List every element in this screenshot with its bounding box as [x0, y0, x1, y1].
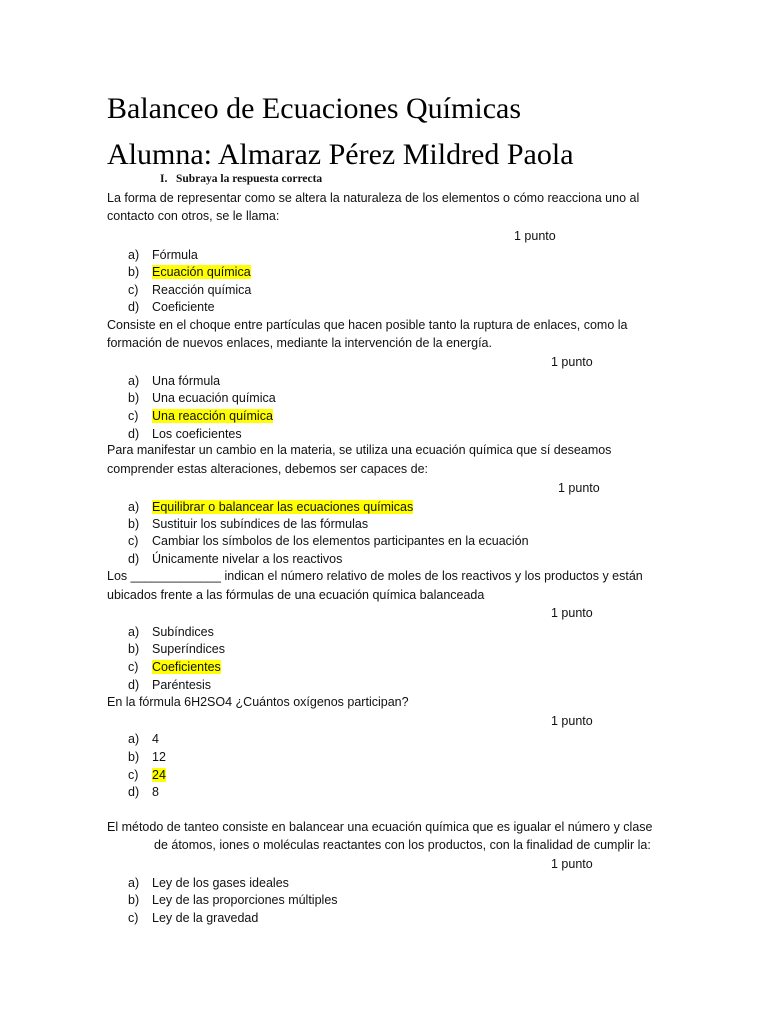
option-letter: c)	[128, 534, 139, 548]
question-2-option-a	[128, 373, 220, 389]
question-3-line-1: Para manifestar un cambio en la materia, se utiliza una ecuación química que sí deseamos	[107, 443, 612, 457]
question-4-option-b	[128, 641, 225, 657]
question-6-option-c	[128, 910, 258, 926]
question-5-option-a	[128, 731, 159, 747]
question-5-option-c	[128, 767, 166, 783]
question-3-option-d	[128, 551, 342, 567]
option-letter: a)	[128, 876, 140, 890]
option-letter: a)	[128, 500, 140, 514]
option-text-highlighted: Una reacción química	[152, 409, 273, 423]
option-letter: a)	[128, 248, 140, 262]
option-letter: b)	[128, 642, 140, 656]
option-letter: d)	[128, 427, 140, 441]
question-6-option-b	[128, 892, 338, 908]
option-letter: d)	[128, 678, 140, 692]
option-text: Coeficiente	[152, 300, 215, 314]
option-text: 4	[152, 732, 159, 746]
option-text: 12	[152, 750, 166, 764]
option-letter: c)	[128, 911, 139, 925]
question-3-option-b	[128, 516, 368, 532]
option-text-highlighted: Coeficientes	[152, 660, 221, 674]
question-3-option-a	[128, 499, 413, 515]
option-text: Reacción química	[152, 283, 252, 297]
question-4-option-a	[128, 624, 214, 640]
option-text: 8	[152, 785, 159, 799]
question-1-option-b	[128, 264, 251, 280]
option-letter: c)	[128, 283, 139, 297]
question-3-line-2: comprender estas alteraciones, debemos ser capaces de:	[107, 462, 429, 476]
question-2-option-d	[128, 426, 242, 442]
question-4-points: 1 punto	[551, 606, 593, 620]
question-1-option-d	[128, 299, 215, 315]
option-letter: c)	[128, 768, 139, 782]
question-2-option-c	[128, 408, 273, 424]
question-5-option-b	[128, 749, 166, 765]
question-3-points: 1 punto	[558, 481, 600, 495]
question-4-option-c	[128, 659, 221, 675]
question-1-line-2: contacto con otros, se le llama:	[107, 209, 280, 223]
option-text: Fórmula	[152, 248, 198, 262]
question-2-line-1: Consiste en el choque entre partículas que hacen posible tanto la ruptura de enlaces, como la	[107, 318, 628, 332]
question-5-line-1: En la fórmula 6H2SO4 ¿Cuántos oxígenos participan?	[107, 695, 409, 709]
question-4-option-d	[128, 677, 211, 693]
option-text: Únicamente nivelar a los reactivos	[152, 552, 343, 566]
option-text: Ley de la gravedad	[152, 911, 259, 925]
instruction-number: I.	[160, 173, 168, 185]
option-text: Una ecuación química	[152, 391, 276, 405]
option-letter: b)	[128, 265, 140, 279]
option-text: Superíndices	[152, 642, 225, 656]
instruction-heading	[160, 173, 322, 185]
option-text-highlighted: Ecuación química	[152, 265, 251, 279]
question-4-line-1: Los _____________ indican el número relativo de moles de los reactivos y los productos y están	[107, 569, 643, 583]
option-text: Ley de los gases ideales	[152, 876, 289, 890]
option-text: Paréntesis	[152, 678, 212, 692]
option-letter: b)	[128, 750, 140, 764]
question-1-line-1: La forma de representar como se altera la naturaleza de los elementos o cómo reacciona uno al	[107, 191, 640, 205]
question-5-option-d	[128, 784, 159, 800]
question-5-points: 1 punto	[551, 714, 593, 728]
option-letter: d)	[128, 300, 140, 314]
question-2-option-b	[128, 390, 276, 406]
question-4-line-2: ubicados frente a las fórmulas de una ecuación química balanceada	[107, 588, 485, 602]
option-letter: a)	[128, 374, 140, 388]
option-letter: b)	[128, 893, 140, 907]
option-letter: d)	[128, 552, 140, 566]
option-letter: b)	[128, 517, 140, 531]
document-title: Balanceo de Ecuaciones Químicas	[107, 92, 521, 125]
question-1-option-a	[128, 247, 198, 263]
question-6-line-2: de átomos, iones o moléculas reactantes con los productos, con la finalidad de cumplir la:	[154, 838, 651, 852]
question-6-option-a	[128, 875, 289, 891]
option-text: Subíndices	[152, 625, 214, 639]
option-letter: b)	[128, 391, 140, 405]
option-text: Ley de las proporciones múltiples	[152, 893, 338, 907]
option-text: Cambiar los símbolos de los elementos participantes en la ecuación	[152, 534, 529, 548]
option-text: Sustituir los subíndices de las fórmulas	[152, 517, 369, 531]
instruction-text: Subraya la respuesta correcta	[176, 173, 323, 185]
option-letter: a)	[128, 625, 140, 639]
question-1-points: 1 punto	[514, 229, 556, 243]
question-3-option-c	[128, 533, 529, 549]
question-6-line-1: El método de tanteo consiste en balancear una ecuación química que es igualar el número y clase	[107, 820, 653, 834]
option-text: Una fórmula	[152, 374, 221, 388]
option-text-highlighted: 24	[152, 768, 166, 782]
option-letter: d)	[128, 785, 140, 799]
question-1-option-c	[128, 282, 251, 298]
question-2-points: 1 punto	[551, 355, 593, 369]
option-text: Los coeficientes	[152, 427, 242, 441]
option-letter: c)	[128, 660, 139, 674]
option-letter: c)	[128, 409, 139, 423]
option-letter: a)	[128, 732, 140, 746]
option-text-highlighted: Equilibrar o balancear las ecuaciones químicas	[152, 500, 414, 514]
question-2-line-2: formación de nuevos enlaces, mediante la intervención de la energía.	[107, 336, 492, 350]
question-6-points: 1 punto	[551, 857, 593, 871]
student-name: Alumna: Almaraz Pérez Mildred Paola	[107, 138, 574, 171]
